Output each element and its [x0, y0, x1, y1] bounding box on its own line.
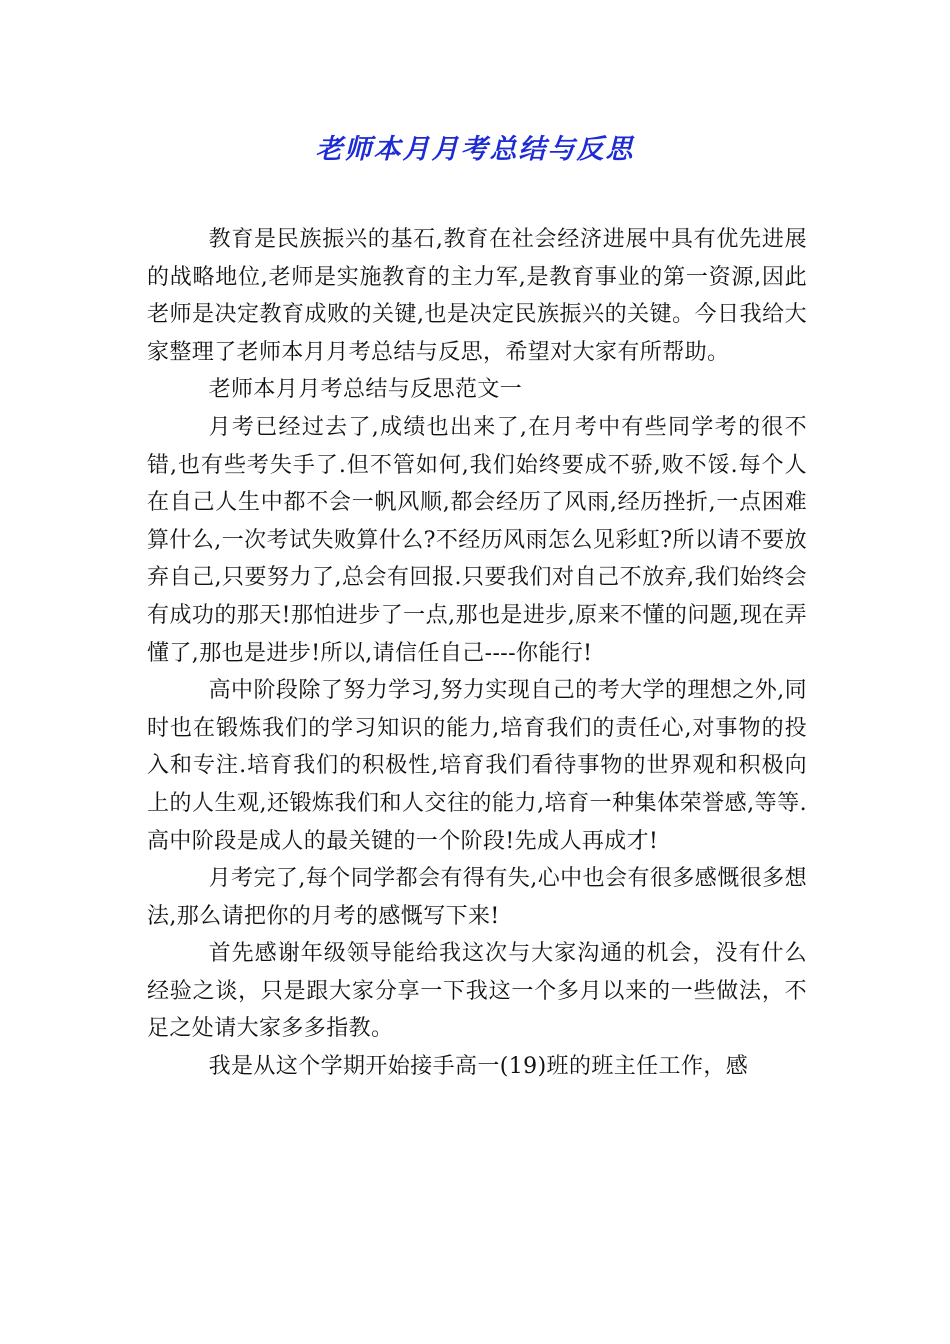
- document-title: 老师本月月考总结与反思: [315, 134, 635, 165]
- paragraph: 我是从这个学期开始接手高一(19)班的班主任工作，感: [208, 1054, 749, 1080]
- paragraph: 月考已经过去了,成绩也出来了,在月考中有些同学考的很不错,也有些考失手了.但不管如何,我们始终要成不骄,败不馁.每个人在自己人生中都不会一帆风顺,都会经历了风雨,经历挫折,一点困难算什么,一次考试失败算什么?不经历风雨怎么见彩虹?所以请不要放弃自己,只要努力了,总会有回报.只要我们对自己不放弃,我们始终会有成功的那天!那怕进步了一点,那也是进步,原来不懂的问题,现在弄懂了,那也是进步!所以,请信任自己----你能行!: [147, 414, 807, 666]
- section-heading: 老师本月月考总结与反思范文一: [208, 377, 523, 403]
- paragraph: 高中阶段除了努力学习,努力实现自己的考大学的理想之外,同时也在锻炼我们的学习知识的能力,培育我们的责任心,对事物的投入和专注.培育我们的积极性,培育我们看待事物的世界观和积极向上的人生观,还锻炼我们和人交往的能力,培育一种集体荣誉感,等等.高中阶段是成人的最关键的一个阶段!先成人再成才!: [147, 678, 807, 854]
- paragraph-intro: 教育是民族振兴的基石,教育在社会经济进展中具有优先进展的战略地位,老师是实施教育的主力军,是教育事业的第一资源,因此老师是决定教育成败的关键,也是决定民族振兴的关键。今日我给大家整理了老师本月月考总结与反思，希望对大家有所帮助。: [147, 227, 807, 365]
- paragraph: 首先感谢年级领导能给我这次与大家沟通的机会，没有什么经验之谈，只是跟大家分享一下我这一个多月以来的一些做法，不足之处请大家多多指教。: [147, 941, 807, 1042]
- document-body: [147, 221, 807, 1086]
- paragraph: 月考完了,每个同学都会有得有失,心中也会有很多感慨很多想法,那么请把你的月考的感慨写下来!: [147, 866, 807, 929]
